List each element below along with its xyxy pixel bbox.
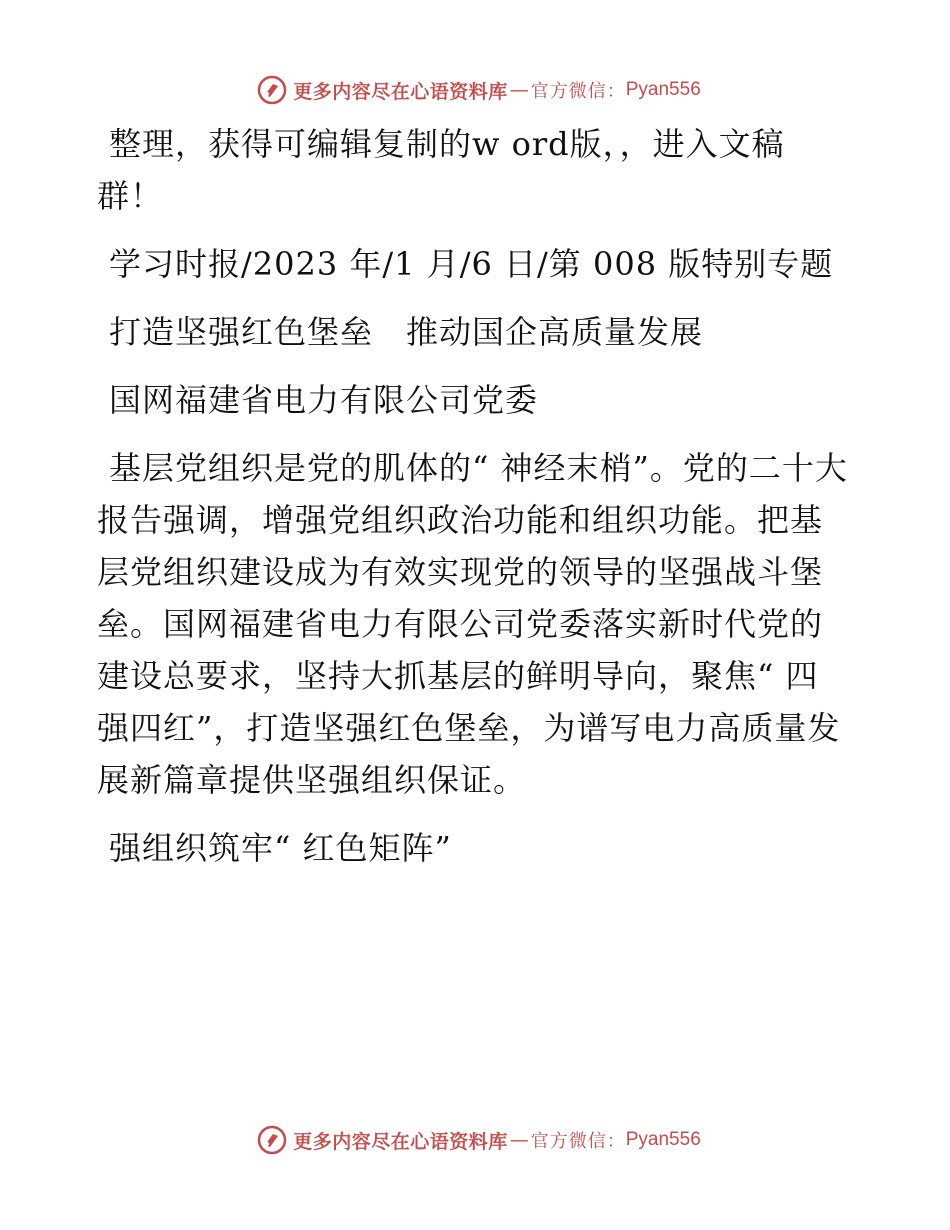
section-heading: 强组织筑牢“ 红色矩阵” [109,829,452,867]
watermark-text: 更多内容尽在心语资料库 [293,1130,508,1153]
watermark-wechat-id: Pyan556 [625,79,701,100]
watermark-dash: — [509,1129,529,1151]
library-logo-icon [257,75,287,105]
footer-watermark [0,1120,950,1160]
watermark-dash: — [509,79,529,101]
header-watermark [0,70,950,110]
watermark-wechat-id: Pyan556 [625,1129,701,1150]
intro-paragraph: 整理，获得可编辑复制的w ord版，，进入文稿群！ [97,125,785,215]
watermark-text: 更多内容尽在心语资料库 [293,80,508,103]
body-paragraph: 基层党组织是党的肌体的“ 神经末梢”。党的二十大报告强调，增强党组织政治功能和组织功能。把基层党组织建设成为有效实现党的领导的坚强战斗堡垒。国网福建省电力有限公司党委落实新时代党的建设总要求，坚持大抓基层的鲜明导向，聚焦“ 四强四红”，打造坚强红色堡垒，为谱写电力高质量发展新篇章提供坚强组织保证。 [97,449,848,799]
document-body [97,118,849,890]
source-line: 学习时报/2023 年/1 月/6 日/第 008 版特别专题 [109,245,834,283]
library-logo-icon [257,1125,287,1155]
article-title: 打造坚强红色堡垒 推动国企高质量发展 [109,313,704,351]
watermark-official-label: 官方微信： [530,1131,626,1152]
article-author: 国网福建省电力有限公司党委 [109,381,539,419]
watermark-official-label: 官方微信： [530,81,626,102]
